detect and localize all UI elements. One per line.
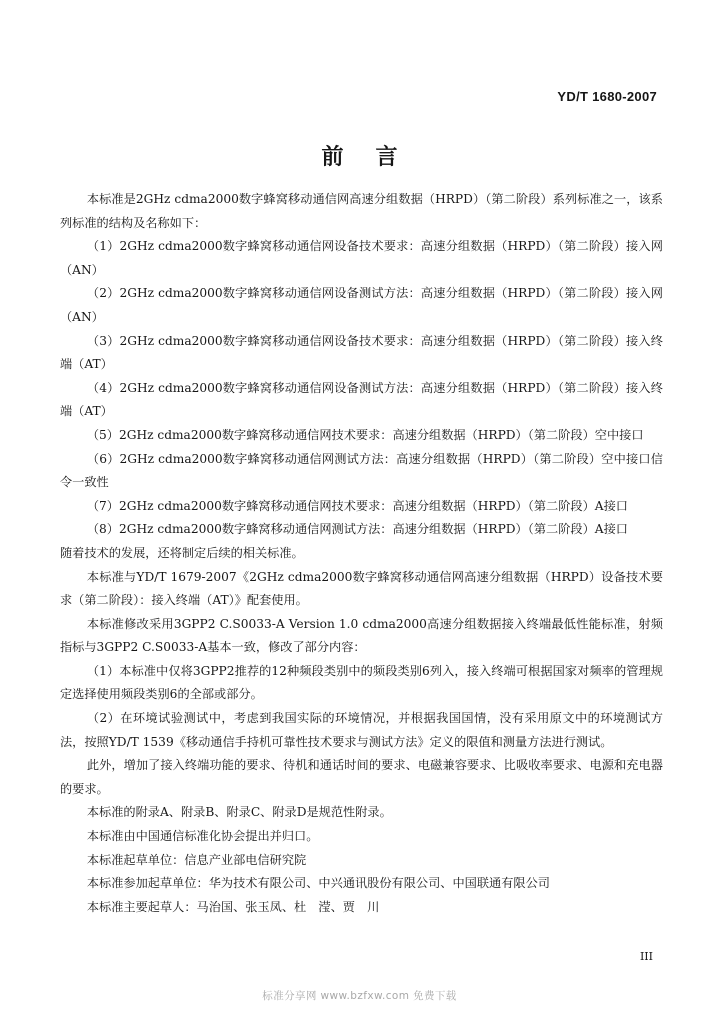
document-body [60,188,663,919]
list-item-7: （7）2GHz cdma2000数字蜂窝移动通信网技术要求：高速分组数据（HRPD）（第二阶段）A接口 [86,498,628,513]
paragraph-main-drafters: 本标准主要起草人：马治国、张玉凤、杜 滢、贾 川 [86,899,380,914]
list-item-3: （3）2GHz cdma2000数字蜂窝移动通信网设备技术要求：高速分组数据（HRPD）（第二阶段）接入终端（AT） [60,333,663,372]
list-item-6: （6）2GHz cdma2000数字蜂窝移动通信网测试方法：高速分组数据（HRPD）（第二阶段）空中接口信令一致性 [60,451,663,490]
paragraph-proposer: 本标准由中国通信标准化协会提出并归口。 [86,829,319,844]
list-item-5: （5）2GHz cdma2000数字蜂窝移动通信网技术要求：高速分组数据（HRPD）（第二阶段）空中接口 [86,427,644,442]
paragraph-intro: 本标准是2GHz cdma2000数字蜂窝移动通信网高速分组数据（HRPD）（第二阶段）系列标准之一，该系列标准的结构及名称如下： [60,192,663,230]
list-item-4: （4）2GHz cdma2000数字蜂窝移动通信网设备测试方法：高速分组数据（HRPD）（第二阶段）接入终端（AT） [60,380,663,419]
page-title: 前言 [321,144,430,170]
modification-item-2: （2）在环境试验测试中，考虑到我国实际的环境情况，并根据我国国情，没有采用原文中的环境测试方法，按照YD/T 1539《移动通信手持机可靠性技术要求与测试方法》定义的限值和测量方法进行测试。 [60,711,663,749]
standard-code: YD/T 1680-2007 [557,89,657,104]
paragraph-appendices: 本标准的附录A、附录B、附录C、附录D是规范性附录。 [86,805,392,820]
modification-item-1: （1）本标准中仅将3GPP2推荐的12种频段类别中的频段类别6列入，接入终端可根据国家对频率的管理规定选择使用频段类别6的全部或部分。 [60,663,663,702]
list-item-1: （1）2GHz cdma2000数字蜂窝移动通信网设备技术要求：高速分组数据（HRPD）（第二阶段）接入网（AN） [60,239,663,277]
list-item-8: （8）2GHz cdma2000数字蜂窝移动通信网测试方法：高速分组数据（HRPD）（第二阶段）A接口 [86,522,628,537]
paragraph-future-standards: 随着技术的发展，还将制定后续的相关标准。 [60,545,304,560]
paragraph-participating-units: 本标准参加起草单位：华为技术有限公司、中兴通讯股份有限公司、中国联通有限公司 [86,876,550,891]
paragraph-drafting-unit: 本标准起草单位：信息产业部电信研究院 [86,852,307,867]
footer-watermark: 标准分享网 www.bzfxw.com 免费下载 [262,990,457,1002]
page-number: III [639,950,653,963]
paragraph-companion-standard: 本标准与YD/T 1679-2007《2GHz cdma2000数字蜂窝移动通信网高速分组数据（HRPD）设备技术要求（第二阶段）：接入终端（AT）》配套使用。 [60,569,663,608]
paragraph-adoption: 本标准修改采用3GPP2 C.S0033-A Version 1.0 cdma2000高速分组数据接入终端最低性能标准，射频指标与3GPP2 C.S0033-A基本一致，修改了部分内容： [60,616,663,655]
paragraph-additions: 此外，增加了接入终端功能的要求、待机和通话时间的要求、电磁兼容要求、比吸收率要求、电源和充电器的要求。 [60,758,663,796]
list-item-2: （2）2GHz cdma2000数字蜂窝移动通信网设备测试方法：高速分组数据（HRPD）（第二阶段）接入网（AN） [60,286,663,324]
